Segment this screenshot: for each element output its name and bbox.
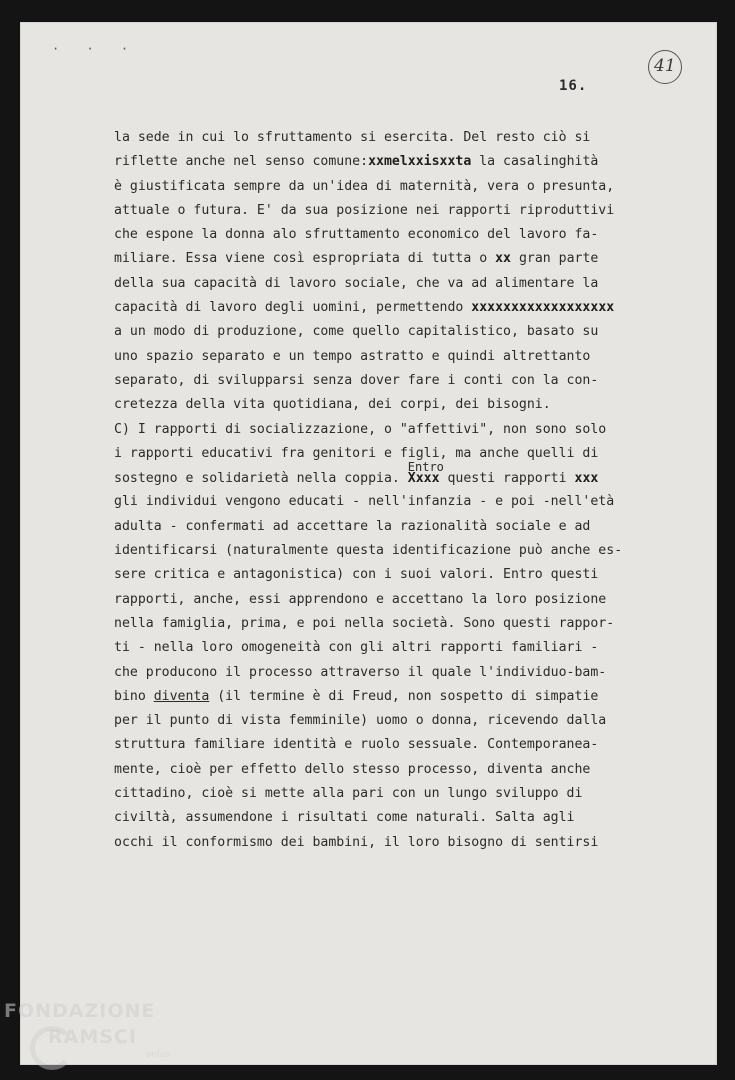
text-line: sostegno e solidarietà nella coppia. EntroXxxx questi rapporti xxx bbox=[114, 460, 599, 487]
fondazione-gramsci-watermark-logo bbox=[4, 1000, 204, 1080]
text-line: è giustificata sempre da un'idea di maternità, vera o presunta, bbox=[114, 178, 615, 194]
text-line: la sede in cui lo sfruttamento si esercita. Del resto ciò si bbox=[114, 130, 591, 145]
underlined-word: diventa bbox=[153, 688, 210, 704]
text-line: riflette anche nel senso comune:xxmelxxisxxta la casalinghità bbox=[114, 154, 599, 170]
text-line: separato, di svilupparsi senza dover fare i conti con la con- bbox=[114, 372, 599, 388]
text-line: nella famiglia, prima, e poi nella società. Sono questi rappor- bbox=[114, 615, 615, 631]
text-line: civiltà, assumendone i risultati come naturali. Salta agli bbox=[114, 810, 575, 826]
paper-specks: · · · bbox=[52, 42, 139, 56]
text-line: che producono il processo attraverso il quale l'individuo-bam- bbox=[114, 664, 607, 680]
text-line: miliare. Essa viene così espropriata di tutta o xx gran parte bbox=[114, 251, 599, 267]
text-line: che espone la donna alo sfruttamento economico del lavoro fa- bbox=[114, 227, 599, 243]
text-line: cretezza della vita quotidiana, dei corpi, dei bisogni. bbox=[114, 397, 551, 413]
watermark-line-2: RAMSCI bbox=[48, 1026, 137, 1048]
text-line: struttura familiare identità e ruolo sessuale. Contemporanea- bbox=[114, 737, 599, 753]
typed-body-text bbox=[114, 126, 674, 855]
page-number: 16. bbox=[559, 78, 588, 94]
text-line: i rapporti educativi fra genitori e figli, ma anche quelli di bbox=[114, 445, 599, 461]
text-line: a un modo di produzione, come quello capitalistico, basato su bbox=[114, 324, 599, 340]
struck-through-text: Xxxx bbox=[407, 471, 440, 487]
text-line: sere critica e antagonistica) con i suoi valori. Entro questi bbox=[114, 567, 599, 583]
struck-through-text: xx bbox=[495, 251, 511, 267]
text-line: gli individui vengono educati - nell'infanzia - e poi -nell'età bbox=[114, 494, 615, 510]
text-line: occhi il conformismo dei bambini, il loro bisogno di sentirsi bbox=[114, 834, 599, 850]
watermark-line-1: FONDAZIONE bbox=[4, 1000, 156, 1022]
struck-through-text: xxx bbox=[574, 471, 599, 487]
folio-number: 41 bbox=[654, 56, 676, 76]
text-line: bino diventa (il termine è di Freud, non sospetto di simpatie bbox=[114, 688, 599, 704]
text-line: attuale o futura. E' da sua posizione nei rapporti riproduttivi bbox=[114, 202, 615, 218]
text-line: della sua capacità di lavoro sociale, che va ad alimentare la bbox=[114, 275, 599, 291]
text-line: uno spazio separato e un tempo astratto e quindi altrettanto bbox=[114, 348, 591, 364]
text-line: C) I rapporti di socializzazione, o "affettivi", non sono solo bbox=[114, 421, 607, 437]
text-line: ti - nella loro omogeneità con gli altri rapporti familiari - bbox=[114, 640, 599, 656]
text-line: per il punto di vista femminile) uomo o donna, ricevendo dalla bbox=[114, 713, 607, 729]
text-line: cittadino, cioè si mette alla pari con un lungo sviluppo di bbox=[114, 786, 583, 802]
text-line: rapporti, anche, essi apprendono e accettano la loro posizione bbox=[114, 591, 607, 607]
text-line: capacità di lavoro degli uomini, permettendo xxxxxxxxxxxxxxxxxx bbox=[114, 300, 615, 316]
watermark-line-3: onlus bbox=[146, 1050, 171, 1060]
text-line: adulta - confermati ad accettare la razionalità sociale e ad bbox=[114, 518, 591, 534]
struck-through-text: xxxxxxxxxxxxxxxxxx bbox=[471, 300, 615, 316]
text-line: mente, cioè per effetto dello stesso processo, diventa anche bbox=[114, 761, 591, 777]
struck-through-text: xxmelxxisxxta bbox=[368, 154, 472, 170]
text-line: identificarsi (naturalmente questa identificazione può anche es- bbox=[114, 543, 623, 559]
